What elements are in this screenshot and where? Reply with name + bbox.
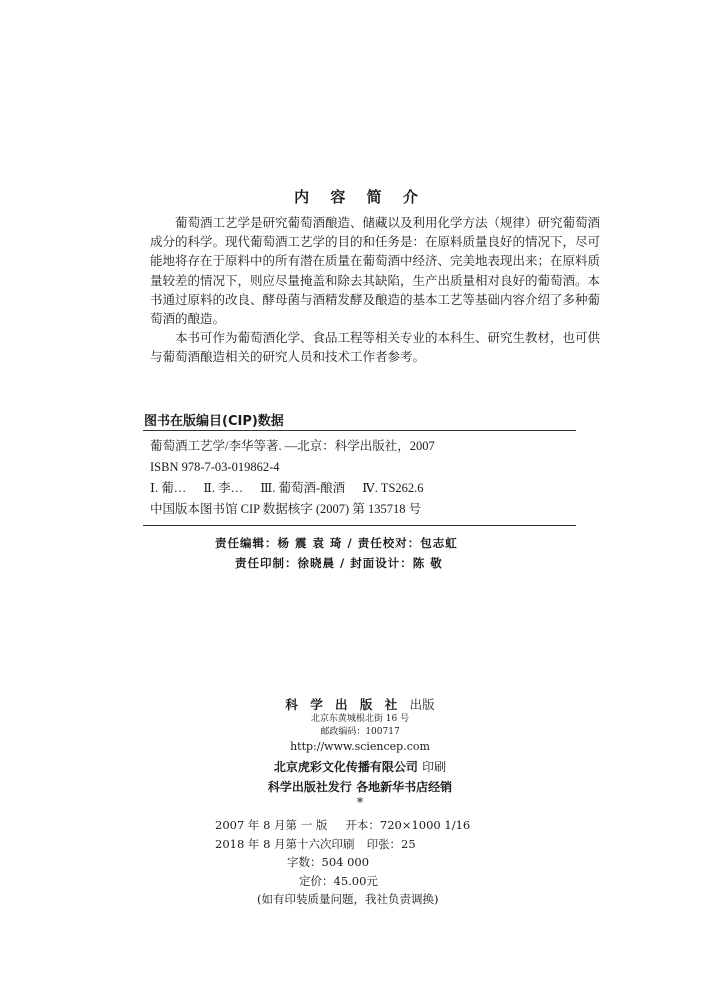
cip-record bbox=[150, 436, 580, 520]
publisher-url: http://www.sciencep.com bbox=[290, 740, 430, 753]
credits bbox=[215, 533, 575, 573]
imprint-format: 开本：720×1000 1/16 bbox=[345, 818, 471, 832]
publisher-address: 北京东黄城根北街 16 号 bbox=[310, 714, 410, 724]
summary-text bbox=[150, 213, 606, 367]
imprint-edition: 2007 年 8 月第 一 版 bbox=[215, 818, 328, 832]
cip-top-rule bbox=[143, 430, 576, 431]
cip-isbn: ISBN 978-7-03-019862-4 bbox=[150, 460, 280, 474]
printer-suffix: 印刷 bbox=[422, 760, 447, 774]
imprint-words: 字数：504 000 bbox=[287, 855, 370, 869]
cip-class-item: Ⅱ. 李… bbox=[203, 481, 244, 495]
credits-editors: 责任编辑：杨 震 袁 琦 / 责任校对：包志虹 bbox=[215, 536, 458, 550]
summary-title: 内 容 简 介 bbox=[294, 188, 426, 206]
imprint-sheets: 印张：25 bbox=[366, 836, 416, 851]
publisher-postcode: 邮政编码：100717 bbox=[320, 727, 400, 737]
credits-production: 责任印制：徐晓晨 / 封面设计：陈 敬 bbox=[235, 556, 443, 570]
cip-class-item: Ⅲ. 葡萄酒-酿酒 bbox=[260, 481, 346, 495]
publisher-name-line bbox=[0, 695, 720, 713]
summary-paragraph: 葡萄酒工艺学是研究葡萄酒酿造、储藏以及利用化学方法（规律）研究葡萄酒成分的科学。现代葡萄酒工艺学的目的和任务是：在原料质量良好的情况下，尽可能地将存在于原料中的所有潜在质量在葡萄酒中经济、完美地表现出来；在原料质量较差的情况下，则应尽量掩盖和除去其缺陷，生产出质量相对良好的葡萄酒。本书通过原料的改良、酵母菌与酒精发酵及酿造的基本工艺等基础内容介绍了多种葡萄酒的酿造。 bbox=[150, 215, 601, 327]
imprint-price: 定价：45.00元 bbox=[299, 873, 378, 888]
imprint-edition-line bbox=[215, 816, 515, 835]
separator-star: * bbox=[356, 796, 364, 811]
publisher-name-suffix: 出版 bbox=[409, 697, 435, 712]
imprint-notice: (如有印装质量问题，我社负责调换) bbox=[257, 892, 439, 906]
cip-class-item: Ⅰ. 葡… bbox=[150, 481, 187, 495]
imprint-printing: 2018 年 8 月第十六次印刷 bbox=[215, 836, 355, 851]
summary-paragraph: 本书可作为葡萄酒化学、食品工程等相关专业的本科生、研究生教材，也可供与葡萄酒酿造相关的研究人员和技术工作者参考。 bbox=[150, 330, 601, 365]
printer-name: 北京虎彩文化传播有限公司 bbox=[273, 760, 418, 774]
cip-title-line: 葡萄酒工艺学/李华等著. —北京：科学出版社，2007 bbox=[150, 439, 435, 453]
printer-line bbox=[0, 757, 720, 777]
imprint-printing-line bbox=[215, 835, 515, 854]
cip-class-item: Ⅳ. TS262.6 bbox=[362, 481, 424, 495]
cip-heading: 图书在版编目(CIP)数据 bbox=[144, 414, 284, 429]
cip-library-line: 中国版本图书馆 CIP 数据核字 (2007) 第 135718 号 bbox=[150, 502, 422, 516]
imprint-block bbox=[215, 816, 515, 909]
publisher-name: 科 学 出 版 社 bbox=[285, 697, 402, 712]
cip-classification bbox=[150, 478, 580, 499]
publisher-block bbox=[0, 695, 720, 811]
cip-bottom-rule bbox=[143, 525, 576, 526]
distribution-line: 科学出版社发行 各地新华书店经销 bbox=[267, 780, 453, 794]
